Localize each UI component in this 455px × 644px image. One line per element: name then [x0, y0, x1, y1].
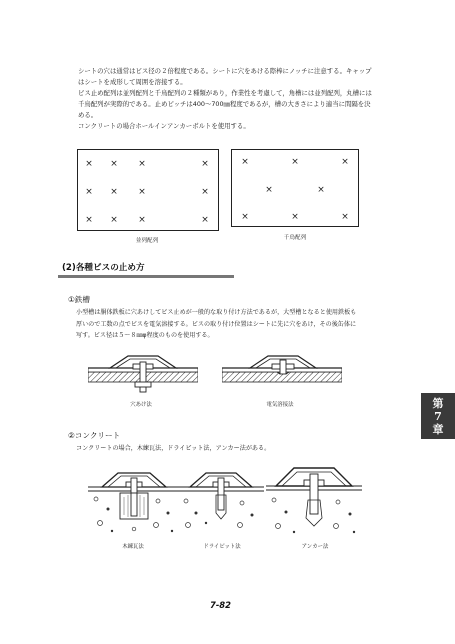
concrete-line: コンクリートの場合，木練瓦法，ドライピット法，アンカー法がある。 [76, 445, 271, 452]
chapter-tab-line: 章 [432, 423, 444, 436]
bolt-mark: × [341, 157, 349, 167]
bolt-mark: × [85, 215, 93, 225]
steel-tank-line: 小型槽は胴体鉄板に穴あけしてビス止めが一般的な取り付け方法であるが，大型槽となると使用鉄板も [76, 309, 357, 316]
bolt-mark: × [110, 215, 118, 225]
bolt-mark: × [291, 212, 299, 222]
intro-paragraph [78, 66, 400, 132]
bolt-mark: × [201, 215, 209, 225]
staggered-layout-figure [231, 149, 359, 227]
intro-line: ビス止め配列は並列配列と千鳥配列の２種類があり，作業性を考慮して，角槽には並列配列，丸槽には [78, 89, 372, 97]
staggered-layout-caption: 千鳥配列 [283, 235, 307, 241]
bolt-mark: × [241, 157, 249, 167]
steel-tank-line: 厚いので工数の点でビスを電気溶接する。ビスの取り付け位置はシートに先に穴をあけ，その後缶体に [76, 320, 357, 328]
drilling-method-figure [88, 350, 198, 396]
bolt-mark: × [138, 159, 146, 169]
bolt-mark: × [291, 157, 299, 167]
bolt-mark: × [265, 185, 273, 195]
steel-tank-title: ①鉄槽 [68, 295, 90, 304]
chapter-tab [421, 393, 455, 439]
bolt-mark: × [138, 215, 146, 225]
bolt-mark: × [317, 185, 325, 195]
parallel-layout-caption: 並列配列 [135, 238, 159, 244]
welding-method-caption: 電気溶接法 [266, 402, 294, 408]
intro-line: はシートを成形して周囲を溶接する。 [78, 78, 187, 86]
bolt-mark: × [85, 159, 93, 169]
bolt-mark: × [241, 212, 249, 222]
section-rule [58, 275, 234, 278]
concrete-body [76, 443, 400, 455]
intro-line: シートの穴は通常はビス径の２倍程度である。シートに穴をあける際棒にノッチに注意する。キャップ [78, 67, 372, 75]
anchor-method-figure [266, 460, 362, 538]
steel-tank-line: 写す。ビス径は５〜８㎜φ程度のものを使用する。 [76, 332, 214, 339]
page-number: 7-82 [210, 600, 231, 610]
chapter-tab-line: 第 [432, 397, 444, 410]
dry-pit-figure [178, 465, 264, 535]
bolt-mark: × [201, 159, 209, 169]
intro-line: 千鳥配列が実際的である。止めピッチは400〜700㎜程度であるが，槽の大きさにより適当に間隔を決 [78, 100, 371, 108]
wooden-brick-caption: 木練瓦法 [122, 544, 144, 550]
chapter-tab-line: 7 [434, 410, 442, 423]
parallel-layout-figure [77, 149, 219, 231]
bolt-mark: × [110, 187, 118, 197]
intro-line: める。 [78, 111, 98, 119]
wooden-brick-figure [88, 465, 180, 539]
bolt-mark: × [341, 212, 349, 222]
bolt-mark: × [85, 187, 93, 197]
bolt-mark: × [201, 187, 209, 197]
bolt-mark: × [110, 159, 118, 169]
bolt-mark: × [138, 187, 146, 197]
welding-method-figure [222, 350, 342, 390]
dry-pit-caption: ドライピット法 [203, 544, 241, 550]
concrete-title: ②コンクリート [68, 431, 121, 440]
steel-tank-body [76, 307, 400, 342]
intro-line: コンクリートの場合ホールインアンカーボルトを使用する。 [78, 122, 250, 130]
anchor-method-caption: アンカー法 [301, 544, 329, 550]
drilling-method-caption: 穴あけ法 [130, 402, 152, 408]
section-title: (2)各種ビスの止め方 [62, 263, 145, 273]
